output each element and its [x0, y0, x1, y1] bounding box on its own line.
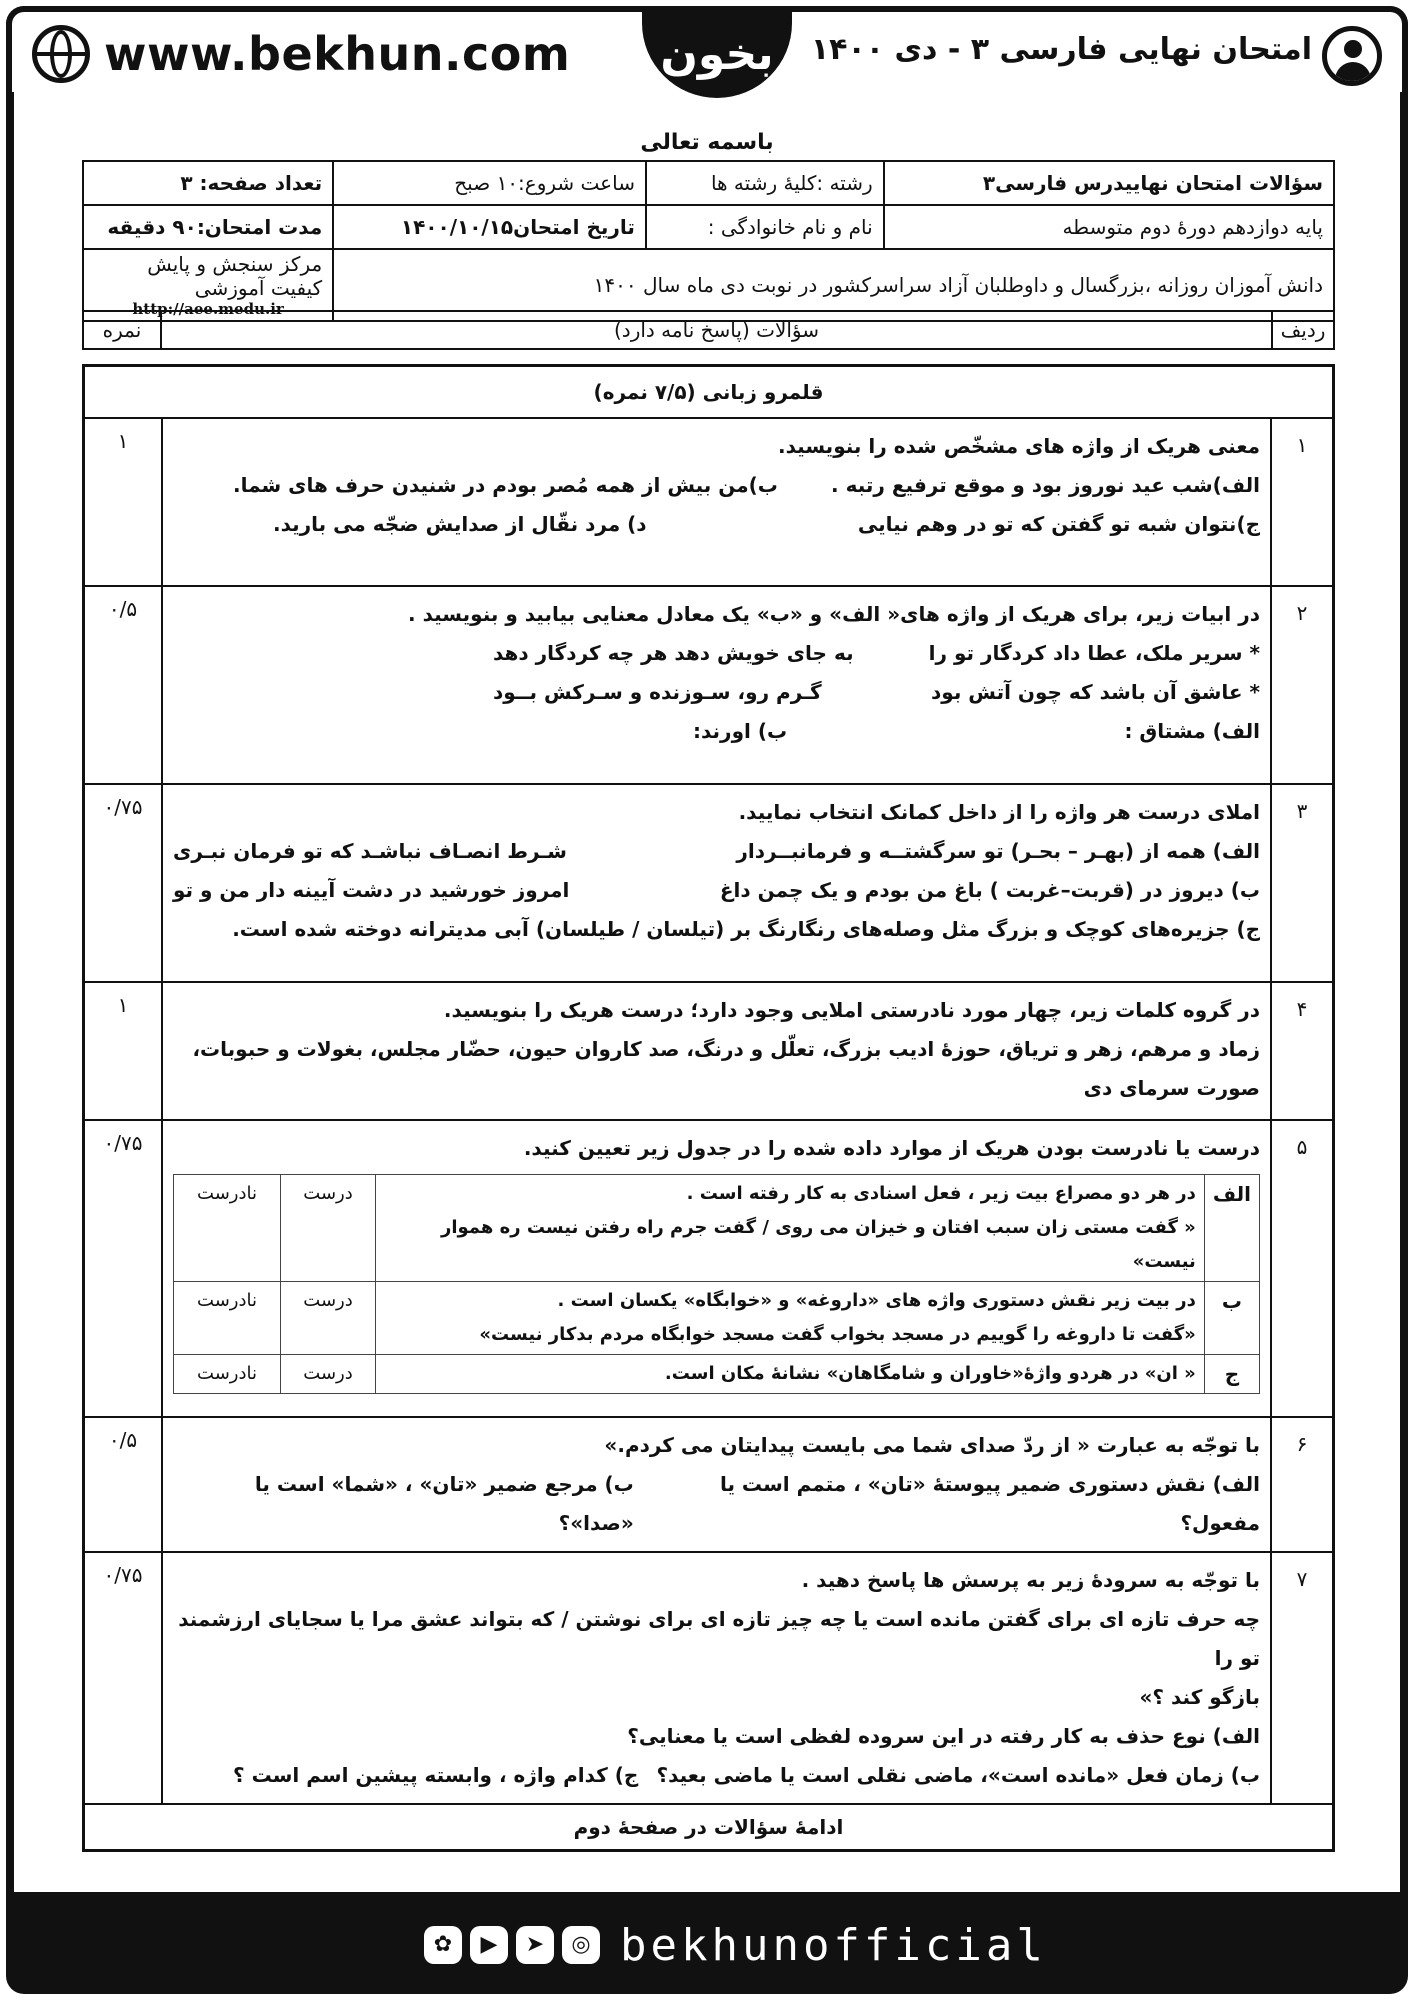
- question-row: [84, 418, 1334, 586]
- true-false-table: [173, 1174, 1260, 1394]
- students-cell: دانش آموزان روزانه ،بزرگسال و داوطلبان آزاد سراسرکشور در نوبت دی ماه سال ۱۴۰۰: [333, 249, 1334, 321]
- tf-label: الف: [1204, 1175, 1259, 1282]
- center-name: مرکز سنجش و پایش کیفیت آموزشی: [147, 252, 323, 300]
- item-a: الف) مشتاق :: [1124, 719, 1260, 743]
- poem-line-2: بازگو کند ؟»: [1139, 1685, 1260, 1709]
- question-text: با توجّه به عبارت « از ردّ صدای شما می بایست پیدایتان می کردم.»: [604, 1433, 1260, 1457]
- date-cell: تاریخ امتحان۱۴۰۰/۱۰/۱۵: [333, 205, 646, 249]
- word-list: زماد و مرهم، زهر و تریاق، حوزهٔ ادیب بزرگ، تعلّل و درنگ، صد کاروان حیون، حضّار مجلس، بغولات و حبوبات،: [192, 1037, 1260, 1061]
- page-count-cell: تعداد صفحه: ۳: [83, 161, 333, 205]
- tf-true-option[interactable]: درست: [281, 1282, 376, 1355]
- tf-statement: در هر دو مصراع بیت زیر ، فعل اسنادی به کار رفته است . « گفت مستی زان سبب افتان و خیزان می روی / گفت جرم راه رفتن نیست ره هموار نیست»: [376, 1175, 1205, 1282]
- question-number: ۲: [1271, 586, 1334, 784]
- verse-2a: ب) دیروز در (قربت–غربت ) باغ من بودم و یک چمن داغ: [719, 878, 1260, 902]
- bismillah: باسمه تعالی: [640, 130, 774, 155]
- telegram-icon[interactable]: ➤: [516, 1926, 554, 1964]
- site-url[interactable]: www.bekhun.com: [104, 27, 571, 81]
- verse-1a: الف) همه از (بهـر – بحـر) تو سرگشتــه و فرمانبــردار: [736, 839, 1260, 863]
- item-b: ب) مرجع ضمیر «تان» ، «شما» است یا «صدا»؟: [254, 1472, 634, 1535]
- site-link[interactable]: [32, 24, 570, 84]
- tf-false-option[interactable]: نادرست: [174, 1175, 281, 1282]
- question-score: ۰/۷۵: [84, 784, 163, 982]
- youtube-icon[interactable]: ▶: [470, 1926, 508, 1964]
- section-title: قلمرو زبانی (۷/۵ نمره): [84, 366, 1334, 419]
- question-score: ۱: [84, 982, 163, 1120]
- subject-cell: سؤالات امتحان نهاییدرس فارسی۳: [884, 161, 1334, 205]
- question-content: [162, 586, 1271, 784]
- verse-2b: گـرم رو، سـوزنده و سـرکش بــود: [493, 680, 822, 704]
- question-row: [84, 1552, 1334, 1804]
- continued-note: ادامهٔ سؤالات در صفحهٔ دوم: [84, 1804, 1334, 1851]
- item-c: ج) کدام واژه ، وابسته پیشین اسم است ؟: [233, 1763, 639, 1787]
- item-c: ج)نتوان شبه تو گفتن که تو در وهم نیایی: [857, 512, 1260, 536]
- question-content: [162, 1417, 1271, 1552]
- tf-row: [174, 1282, 1260, 1355]
- verse-1b: به جای خویش دهد هر چه کردگار دهد: [493, 641, 854, 665]
- question-row: [84, 1120, 1334, 1417]
- question-score: ۰/۵: [84, 586, 163, 784]
- col-row: ردیف: [1272, 311, 1334, 349]
- question-row: [84, 982, 1334, 1120]
- question-text: در ابیات زیر، برای هریک از واژه های« الف» و «ب» یک معادل معنایی بیابید و بنویسید .: [408, 602, 1260, 626]
- question-number: ۳: [1271, 784, 1334, 982]
- center-url[interactable]: http://aee.medu.ir: [132, 300, 284, 318]
- grade-cell: پایه دوازدهم دورهٔ دوم متوسطه: [884, 205, 1334, 249]
- duration-cell: مدت امتحان:۹۰ دقیقه: [83, 205, 333, 249]
- exam-title: امتحان نهایی فارسی ۳ - دی ۱۴۰۰: [810, 32, 1312, 67]
- question-content: [162, 982, 1271, 1120]
- exam-header-table: [82, 160, 1335, 322]
- question-text: در گروه کلمات زیر، چهار مورد نادرستی املایی وجود دارد؛ درست هریک را بنویسید.: [443, 998, 1260, 1022]
- question-score: ۰/۷۵: [84, 1552, 163, 1804]
- globe-icon: [32, 25, 90, 83]
- start-time-cell: ساعت شروع:۱۰ صبح: [333, 161, 646, 205]
- question-row: [84, 1417, 1334, 1552]
- social-footer: [400, 1906, 1047, 1984]
- item-c: ج) جزیره‌های کوچک و بزرگ مثل وصله‌های رنگارنگ بر (تیلسان / طیلسان) آبی مدیترانه دوخته شده است.: [232, 917, 1260, 941]
- tf-statement: « ان» در هردو واژهٔ«خاوران و شامگاهان» نشانهٔ مکان است.: [376, 1355, 1205, 1394]
- social-icons: [424, 1926, 600, 1964]
- verse-2b: امروز خورشید در دشت آیینه دار من و تو: [173, 878, 570, 902]
- col-score: نمره: [83, 311, 161, 349]
- question-row: [84, 586, 1334, 784]
- verse-1a: * سریر ملک، عطا داد کردگار تو را: [928, 641, 1260, 665]
- question-row: [84, 784, 1334, 982]
- question-number: ۱: [1271, 418, 1334, 586]
- user-icon[interactable]: [1322, 26, 1382, 86]
- question-content: [162, 784, 1271, 982]
- item-a: الف) نوع حذف به کار رفته در این سروده لفظی است یا معنایی؟: [627, 1724, 1260, 1748]
- question-content: [162, 418, 1271, 586]
- bekhun-logo: بخون: [642, 12, 792, 98]
- tf-row: [174, 1175, 1260, 1282]
- item-d: د) مرد نقّال از صدایش ضجّه می بارید.: [273, 512, 647, 536]
- verse-2a: * عاشق آن باشد که چون آتش بود: [931, 680, 1260, 704]
- question-number: ۶: [1271, 1417, 1334, 1552]
- question-score: ۰/۵: [84, 1417, 163, 1552]
- item-b: ب) زمان فعل «مانده است»، ماضی نقلی است یا ماضی بعید؟: [656, 1763, 1260, 1787]
- social-handle[interactable]: bekhunofficial: [620, 1919, 1047, 1971]
- tf-true-option[interactable]: درست: [281, 1355, 376, 1394]
- question-text: درست یا نادرست بودن هریک از موارد داده شده را در جدول زیر تعیین کنید.: [523, 1136, 1260, 1160]
- question-text: با توجّه به سرودهٔ زیر به پرسش ها پاسخ دهید .: [801, 1568, 1260, 1592]
- field-cell: رشته :کلیهٔ رشته ها: [646, 161, 884, 205]
- questions-table: [82, 364, 1335, 1852]
- question-text: املای درست هر واژه را از داخل کمانک انتخاب نمایید.: [738, 800, 1260, 824]
- question-number: ۷: [1271, 1552, 1334, 1804]
- item-b: ب) اورند:: [693, 719, 788, 743]
- tf-label: ج: [1204, 1355, 1259, 1394]
- question-number: ۵: [1271, 1120, 1334, 1417]
- tf-true-option[interactable]: درست: [281, 1175, 376, 1282]
- tf-label: ب: [1204, 1282, 1259, 1355]
- question-content: [162, 1552, 1271, 1804]
- question-score: ۰/۷۵: [84, 1120, 163, 1417]
- question-number: ۴: [1271, 982, 1334, 1120]
- item-a: الف)شب عید نوروز بود و موقع ترفیع رتبه .: [831, 473, 1260, 497]
- tf-row: [174, 1355, 1260, 1394]
- tf-false-option[interactable]: نادرست: [174, 1282, 281, 1355]
- col-questions: سؤالات (پاسخ نامه دارد): [161, 311, 1272, 349]
- question-text: معنی هریک از واژه های مشخّص شده را بنویسید.: [778, 434, 1260, 458]
- verse-1b: شـرط انصـاف نباشـد که تو فرمان نبـری: [173, 839, 567, 863]
- question-content: [162, 1120, 1271, 1417]
- top-bar: [6, 6, 1408, 92]
- item-a: الف) نقش دستوری ضمیر پیوستهٔ «تان» ، متمم است یا مفعول؟: [719, 1472, 1260, 1535]
- instagram-icon[interactable]: ◎: [562, 1926, 600, 1964]
- poem-line-1: چه حرف تازه ای برای گفتن مانده است یا چه چیز تازه ای برای نوشتن / که بتواند عشق مرا یا سجایای ارزشمند تو را: [178, 1607, 1260, 1670]
- item-b: ب)من بیش از همه مُصر بودم در شنیدن حرف های شما.: [233, 473, 778, 497]
- tf-statement: در بیت زیر نقش دستوری واژه های «داروغه» و «خوابگاه» یکسان است . «گفت تا داروغه را گوییم در مسجد بخواب گفت مسجد خوابگاه مردم بدکار نیست»: [376, 1282, 1205, 1355]
- tf-false-option[interactable]: نادرست: [174, 1355, 281, 1394]
- column-header-table: [82, 310, 1335, 350]
- name-cell: نام و نام خانوادگی :: [646, 205, 884, 249]
- word-list-cont: صورت سرمای دی: [1083, 1076, 1260, 1100]
- question-score: ۱: [84, 418, 163, 586]
- aparat-icon[interactable]: ✿: [424, 1926, 462, 1964]
